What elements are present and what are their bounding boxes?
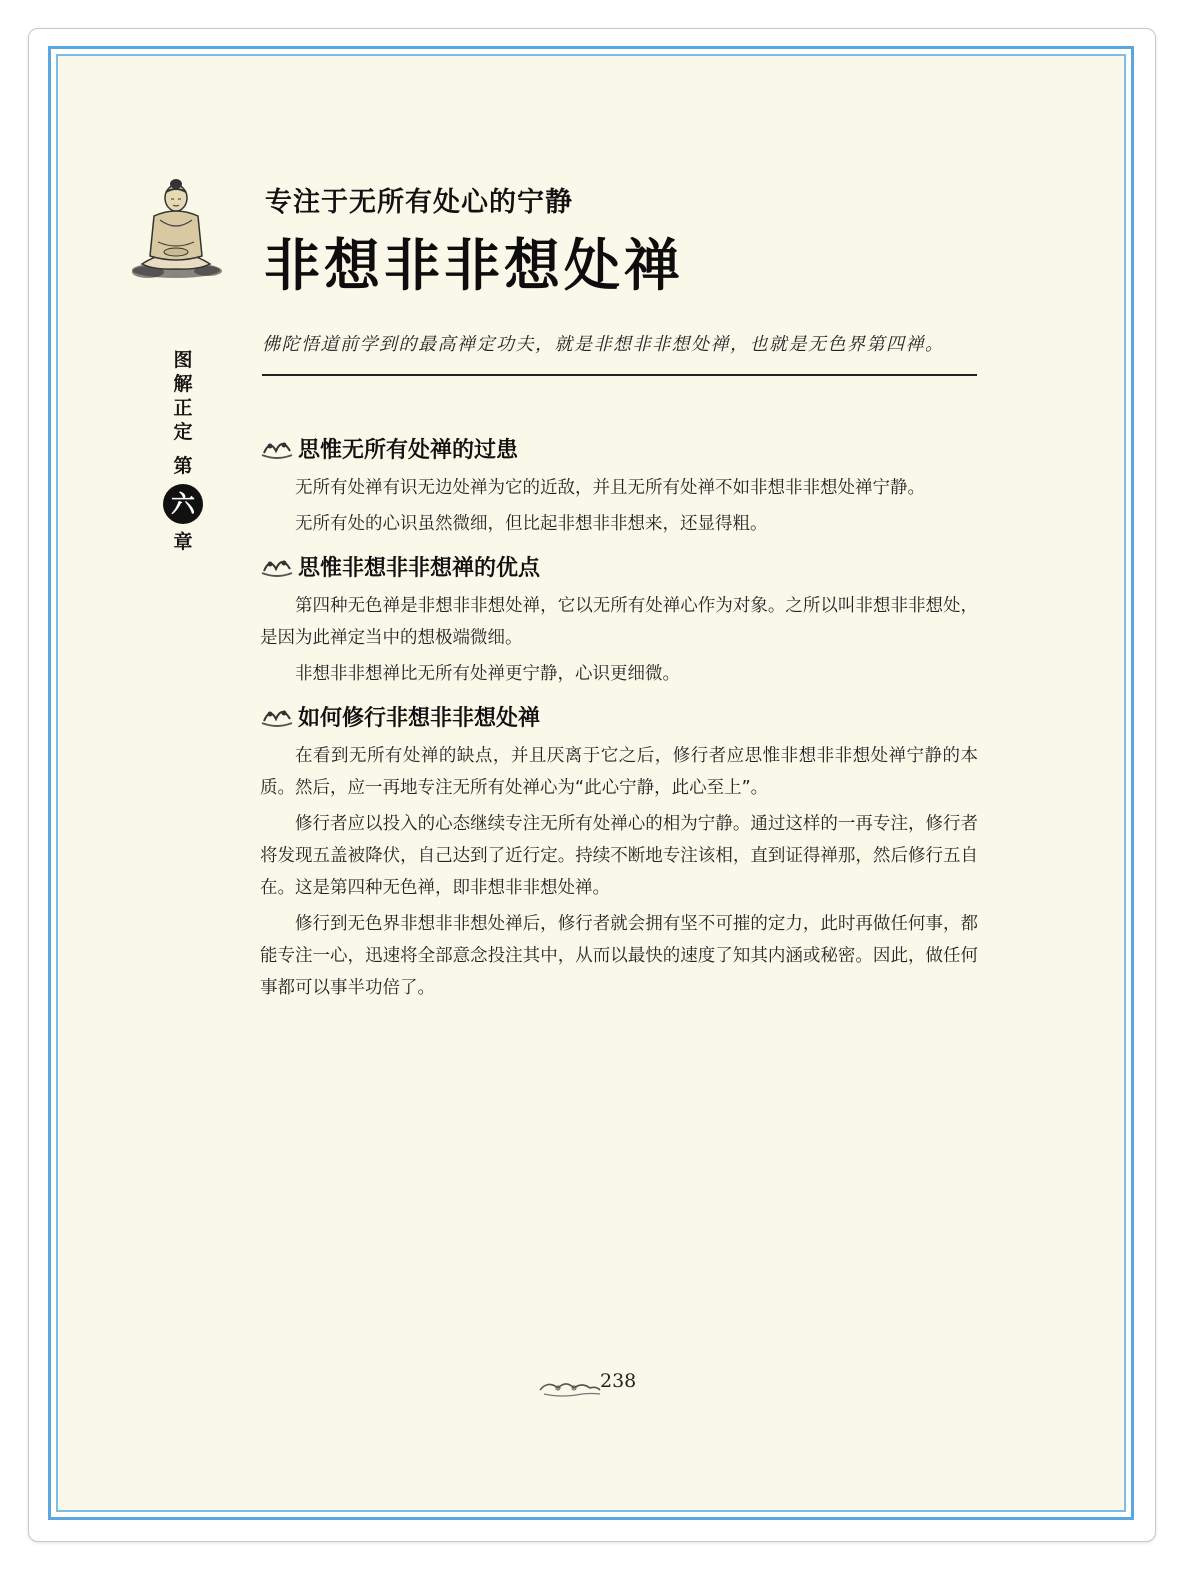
chapter-number-badge: 六 — [163, 484, 203, 524]
section-heading — [260, 546, 978, 586]
paragraph: 非想非非想禅比无所有处禅更宁静，心识更细微。 — [295, 664, 680, 684]
section-heading — [260, 696, 978, 736]
chapter-zhang: 章 — [173, 531, 193, 553]
section-heading — [260, 428, 978, 468]
intro-text: 佛陀悟道前学到的最高禅定功夫，就是非想非非想处禅，也就是无色界第四禅。 — [262, 334, 945, 355]
page-number: 238 — [600, 1370, 637, 1392]
paragraph: 修行到无色界非想非非想处禅后，修行者就会拥有坚不可摧的定力，此时再做任何事，都能专注一心，迅速将全部意念投注其中，从而以最快的速度了知其内涵或秘密。因此，做任何事都可以事半功倍了。 — [260, 914, 978, 998]
section-subtitle: 专注于无所有处心的宁静 — [265, 187, 573, 218]
page-title: 非想非非想处禅 — [264, 233, 684, 299]
lotus-icon — [260, 553, 294, 579]
paragraph: 修行者应以投入的心态继续专注无所有处禅心的相为宁静。通过这样的一再专注，修行者将发现五盖被降伏，自己达到了近行定。持续不断地专注该相，直到证得禅那，然后修行五自在。这是第四种无色禅，即非想非非想处禅。 — [260, 814, 978, 898]
section-heading-text: 如何修行非想非非想处禅 — [298, 704, 541, 731]
lotus-icon — [260, 435, 294, 461]
book-char-4: 定 — [173, 421, 193, 443]
paragraph: 无所有处的心识虽然微细，但比起非想非非想来，还显得粗。 — [295, 514, 768, 534]
page-footer — [538, 1370, 648, 1400]
book-char-2: 解 — [173, 373, 193, 395]
lotus-icon — [260, 703, 294, 729]
section-1 — [260, 428, 978, 540]
paragraph: 在看到无所有处禅的缺点，并且厌离于它之后，修行者应思惟非想非非想处禅宁静的本质。然后，应一再地专注无所有处禅心为“此心宁静，此心至上”。 — [260, 746, 978, 798]
seated-buddha-icon — [128, 172, 224, 284]
paragraph: 无所有处禅有识无边处禅为它的近敌，并且无所有处禅不如非想非非想处禅宁静。 — [295, 478, 925, 498]
cloud-ornament-icon — [538, 1376, 602, 1398]
paragraph: 第四种无色禅是非想非非想处禅，它以无所有处禅心作为对象。之所以叫非想非非想处，是因为此禅定当中的想极端微细。 — [260, 596, 978, 648]
section-2 — [260, 546, 978, 690]
main-content — [260, 428, 978, 1010]
chapter-di: 第 — [173, 455, 193, 477]
book-char-3: 正 — [173, 397, 193, 419]
section-heading-text: 思惟非想非非想禅的优点 — [298, 554, 541, 581]
book-char-1: 图 — [173, 349, 193, 371]
title-divider — [262, 374, 977, 376]
section-3 — [260, 696, 978, 1004]
section-heading-text: 思惟无所有处禅的过患 — [298, 436, 519, 463]
chapter-side-label — [166, 348, 200, 554]
